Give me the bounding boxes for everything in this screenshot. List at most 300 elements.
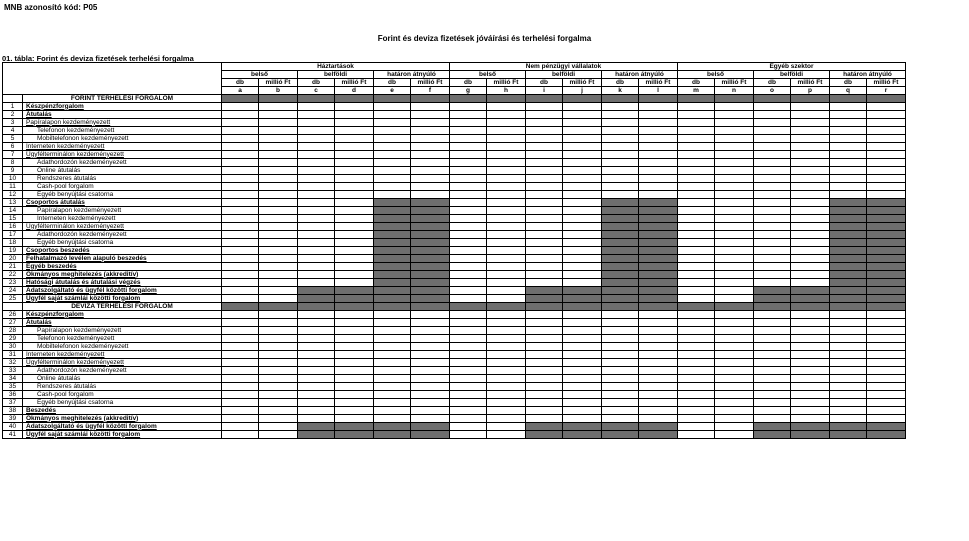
- data-cell[interactable]: [791, 143, 830, 151]
- data-cell[interactable]: [715, 423, 754, 431]
- data-cell[interactable]: [754, 183, 791, 191]
- data-cell[interactable]: [450, 135, 487, 143]
- data-cell[interactable]: [791, 247, 830, 255]
- data-cell[interactable]: [411, 375, 450, 383]
- data-cell[interactable]: [411, 311, 450, 319]
- data-cell[interactable]: [222, 263, 259, 271]
- data-cell[interactable]: [374, 143, 411, 151]
- data-cell[interactable]: [259, 279, 298, 287]
- data-cell[interactable]: [222, 335, 259, 343]
- data-cell[interactable]: [715, 103, 754, 111]
- data-cell[interactable]: [563, 351, 602, 359]
- data-cell[interactable]: [259, 143, 298, 151]
- data-cell[interactable]: [602, 311, 639, 319]
- data-cell[interactable]: [678, 351, 715, 359]
- data-cell[interactable]: [374, 151, 411, 159]
- data-cell[interactable]: [335, 399, 374, 407]
- data-cell[interactable]: [754, 159, 791, 167]
- data-cell[interactable]: [411, 415, 450, 423]
- data-cell[interactable]: [867, 111, 906, 119]
- data-cell[interactable]: [678, 295, 715, 303]
- data-cell[interactable]: [411, 151, 450, 159]
- data-cell[interactable]: [830, 183, 867, 191]
- data-cell[interactable]: [487, 407, 526, 415]
- data-cell[interactable]: [867, 319, 906, 327]
- data-cell[interactable]: [259, 167, 298, 175]
- data-cell[interactable]: [602, 111, 639, 119]
- data-cell[interactable]: [259, 383, 298, 391]
- data-cell[interactable]: [298, 151, 335, 159]
- data-cell[interactable]: [526, 271, 563, 279]
- data-cell[interactable]: [715, 191, 754, 199]
- data-cell[interactable]: [830, 143, 867, 151]
- data-cell[interactable]: [754, 383, 791, 391]
- data-cell[interactable]: [639, 151, 678, 159]
- data-cell[interactable]: [830, 359, 867, 367]
- data-cell[interactable]: [526, 399, 563, 407]
- data-cell[interactable]: [450, 127, 487, 135]
- data-cell[interactable]: [487, 383, 526, 391]
- data-cell[interactable]: [830, 311, 867, 319]
- data-cell[interactable]: [374, 327, 411, 335]
- data-cell[interactable]: [715, 223, 754, 231]
- data-cell[interactable]: [298, 111, 335, 119]
- data-cell[interactable]: [602, 319, 639, 327]
- data-cell[interactable]: [259, 271, 298, 279]
- data-cell[interactable]: [602, 351, 639, 359]
- data-cell[interactable]: [450, 311, 487, 319]
- data-cell[interactable]: [374, 135, 411, 143]
- data-cell[interactable]: [487, 263, 526, 271]
- data-cell[interactable]: [259, 319, 298, 327]
- data-cell[interactable]: [639, 135, 678, 143]
- data-cell[interactable]: [487, 143, 526, 151]
- data-cell[interactable]: [678, 415, 715, 423]
- data-cell[interactable]: [259, 263, 298, 271]
- data-cell[interactable]: [259, 255, 298, 263]
- data-cell[interactable]: [791, 127, 830, 135]
- data-cell[interactable]: [602, 383, 639, 391]
- data-cell[interactable]: [639, 159, 678, 167]
- data-cell[interactable]: [222, 351, 259, 359]
- data-cell[interactable]: [754, 191, 791, 199]
- data-cell[interactable]: [602, 191, 639, 199]
- data-cell[interactable]: [639, 175, 678, 183]
- data-cell[interactable]: [867, 311, 906, 319]
- data-cell[interactable]: [335, 143, 374, 151]
- data-cell[interactable]: [335, 367, 374, 375]
- data-cell[interactable]: [830, 159, 867, 167]
- data-cell[interactable]: [259, 159, 298, 167]
- data-cell[interactable]: [526, 327, 563, 335]
- data-cell[interactable]: [639, 103, 678, 111]
- data-cell[interactable]: [298, 407, 335, 415]
- data-cell[interactable]: [830, 375, 867, 383]
- data-cell[interactable]: [639, 167, 678, 175]
- data-cell[interactable]: [335, 167, 374, 175]
- data-cell[interactable]: [830, 367, 867, 375]
- data-cell[interactable]: [715, 327, 754, 335]
- data-cell[interactable]: [791, 159, 830, 167]
- data-cell[interactable]: [222, 207, 259, 215]
- data-cell[interactable]: [563, 335, 602, 343]
- data-cell[interactable]: [754, 167, 791, 175]
- data-cell[interactable]: [222, 119, 259, 127]
- data-cell[interactable]: [715, 279, 754, 287]
- data-cell[interactable]: [715, 127, 754, 135]
- data-cell[interactable]: [715, 351, 754, 359]
- data-cell[interactable]: [298, 271, 335, 279]
- data-cell[interactable]: [450, 415, 487, 423]
- data-cell[interactable]: [639, 383, 678, 391]
- data-cell[interactable]: [298, 191, 335, 199]
- data-cell[interactable]: [335, 175, 374, 183]
- data-cell[interactable]: [602, 127, 639, 135]
- data-cell[interactable]: [298, 415, 335, 423]
- data-cell[interactable]: [830, 175, 867, 183]
- data-cell[interactable]: [754, 231, 791, 239]
- data-cell[interactable]: [678, 167, 715, 175]
- data-cell[interactable]: [602, 151, 639, 159]
- data-cell[interactable]: [754, 239, 791, 247]
- data-cell[interactable]: [791, 399, 830, 407]
- data-cell[interactable]: [374, 351, 411, 359]
- data-cell[interactable]: [602, 335, 639, 343]
- data-cell[interactable]: [411, 383, 450, 391]
- data-cell[interactable]: [602, 375, 639, 383]
- data-cell[interactable]: [678, 271, 715, 279]
- data-cell[interactable]: [791, 319, 830, 327]
- data-cell[interactable]: [563, 199, 602, 207]
- data-cell[interactable]: [754, 207, 791, 215]
- data-cell[interactable]: [222, 407, 259, 415]
- data-cell[interactable]: [563, 367, 602, 375]
- data-cell[interactable]: [715, 375, 754, 383]
- data-cell[interactable]: [526, 319, 563, 327]
- data-cell[interactable]: [450, 391, 487, 399]
- data-cell[interactable]: [450, 343, 487, 351]
- data-cell[interactable]: [450, 255, 487, 263]
- data-cell[interactable]: [563, 135, 602, 143]
- data-cell[interactable]: [487, 175, 526, 183]
- data-cell[interactable]: [487, 399, 526, 407]
- data-cell[interactable]: [222, 231, 259, 239]
- data-cell[interactable]: [678, 407, 715, 415]
- data-cell[interactable]: [678, 127, 715, 135]
- data-cell[interactable]: [526, 351, 563, 359]
- data-cell[interactable]: [830, 391, 867, 399]
- data-cell[interactable]: [335, 375, 374, 383]
- data-cell[interactable]: [298, 103, 335, 111]
- data-cell[interactable]: [639, 327, 678, 335]
- data-cell[interactable]: [222, 255, 259, 263]
- data-cell[interactable]: [715, 167, 754, 175]
- data-cell[interactable]: [411, 103, 450, 111]
- data-cell[interactable]: [487, 295, 526, 303]
- data-cell[interactable]: [563, 391, 602, 399]
- data-cell[interactable]: [602, 143, 639, 151]
- data-cell[interactable]: [678, 343, 715, 351]
- data-cell[interactable]: [526, 167, 563, 175]
- data-cell[interactable]: [259, 103, 298, 111]
- data-cell[interactable]: [222, 343, 259, 351]
- data-cell[interactable]: [830, 191, 867, 199]
- data-cell[interactable]: [335, 263, 374, 271]
- data-cell[interactable]: [259, 327, 298, 335]
- data-cell[interactable]: [526, 215, 563, 223]
- data-cell[interactable]: [259, 223, 298, 231]
- data-cell[interactable]: [335, 343, 374, 351]
- data-cell[interactable]: [715, 367, 754, 375]
- data-cell[interactable]: [602, 359, 639, 367]
- data-cell[interactable]: [791, 279, 830, 287]
- data-cell[interactable]: [715, 255, 754, 263]
- data-cell[interactable]: [374, 343, 411, 351]
- data-cell[interactable]: [374, 191, 411, 199]
- data-cell[interactable]: [639, 335, 678, 343]
- data-cell[interactable]: [678, 399, 715, 407]
- data-cell[interactable]: [639, 399, 678, 407]
- data-cell[interactable]: [526, 359, 563, 367]
- data-cell[interactable]: [563, 159, 602, 167]
- data-cell[interactable]: [791, 119, 830, 127]
- data-cell[interactable]: [715, 399, 754, 407]
- data-cell[interactable]: [867, 103, 906, 111]
- data-cell[interactable]: [563, 279, 602, 287]
- data-cell[interactable]: [830, 351, 867, 359]
- data-cell[interactable]: [715, 239, 754, 247]
- data-cell[interactable]: [222, 391, 259, 399]
- data-cell[interactable]: [450, 143, 487, 151]
- data-cell[interactable]: [259, 287, 298, 295]
- data-cell[interactable]: [830, 327, 867, 335]
- data-cell[interactable]: [715, 247, 754, 255]
- data-cell[interactable]: [222, 375, 259, 383]
- data-cell[interactable]: [754, 399, 791, 407]
- data-cell[interactable]: [259, 431, 298, 439]
- data-cell[interactable]: [298, 175, 335, 183]
- data-cell[interactable]: [526, 335, 563, 343]
- data-cell[interactable]: [678, 231, 715, 239]
- data-cell[interactable]: [678, 367, 715, 375]
- data-cell[interactable]: [374, 415, 411, 423]
- data-cell[interactable]: [450, 239, 487, 247]
- data-cell[interactable]: [374, 103, 411, 111]
- data-cell[interactable]: [639, 359, 678, 367]
- data-cell[interactable]: [450, 247, 487, 255]
- data-cell[interactable]: [335, 335, 374, 343]
- data-cell[interactable]: [715, 319, 754, 327]
- data-cell[interactable]: [715, 215, 754, 223]
- data-cell[interactable]: [335, 191, 374, 199]
- data-cell[interactable]: [335, 231, 374, 239]
- data-cell[interactable]: [830, 111, 867, 119]
- data-cell[interactable]: [222, 399, 259, 407]
- data-cell[interactable]: [678, 359, 715, 367]
- data-cell[interactable]: [222, 111, 259, 119]
- data-cell[interactable]: [678, 383, 715, 391]
- data-cell[interactable]: [411, 407, 450, 415]
- data-cell[interactable]: [259, 391, 298, 399]
- data-cell[interactable]: [411, 351, 450, 359]
- data-cell[interactable]: [678, 151, 715, 159]
- data-cell[interactable]: [298, 263, 335, 271]
- data-cell[interactable]: [791, 231, 830, 239]
- data-cell[interactable]: [335, 391, 374, 399]
- data-cell[interactable]: [791, 263, 830, 271]
- data-cell[interactable]: [754, 103, 791, 111]
- data-cell[interactable]: [259, 399, 298, 407]
- data-cell[interactable]: [259, 111, 298, 119]
- data-cell[interactable]: [678, 247, 715, 255]
- data-cell[interactable]: [715, 415, 754, 423]
- data-cell[interactable]: [374, 407, 411, 415]
- data-cell[interactable]: [487, 207, 526, 215]
- data-cell[interactable]: [563, 239, 602, 247]
- data-cell[interactable]: [715, 111, 754, 119]
- data-cell[interactable]: [602, 119, 639, 127]
- data-cell[interactable]: [487, 223, 526, 231]
- data-cell[interactable]: [222, 143, 259, 151]
- data-cell[interactable]: [526, 119, 563, 127]
- data-cell[interactable]: [450, 271, 487, 279]
- data-cell[interactable]: [259, 375, 298, 383]
- data-cell[interactable]: [563, 167, 602, 175]
- data-cell[interactable]: [259, 415, 298, 423]
- data-cell[interactable]: [830, 151, 867, 159]
- data-cell[interactable]: [487, 103, 526, 111]
- data-cell[interactable]: [639, 367, 678, 375]
- data-cell[interactable]: [335, 327, 374, 335]
- data-cell[interactable]: [526, 103, 563, 111]
- data-cell[interactable]: [450, 191, 487, 199]
- data-cell[interactable]: [487, 247, 526, 255]
- data-cell[interactable]: [526, 207, 563, 215]
- data-cell[interactable]: [487, 287, 526, 295]
- data-cell[interactable]: [298, 207, 335, 215]
- data-cell[interactable]: [715, 431, 754, 439]
- data-cell[interactable]: [639, 375, 678, 383]
- data-cell[interactable]: [639, 127, 678, 135]
- data-cell[interactable]: [450, 175, 487, 183]
- data-cell[interactable]: [450, 119, 487, 127]
- data-cell[interactable]: [678, 191, 715, 199]
- data-cell[interactable]: [563, 183, 602, 191]
- data-cell[interactable]: [754, 351, 791, 359]
- data-cell[interactable]: [563, 407, 602, 415]
- data-cell[interactable]: [678, 335, 715, 343]
- data-cell[interactable]: [678, 199, 715, 207]
- data-cell[interactable]: [222, 239, 259, 247]
- data-cell[interactable]: [450, 327, 487, 335]
- data-cell[interactable]: [526, 239, 563, 247]
- data-cell[interactable]: [602, 103, 639, 111]
- data-cell[interactable]: [791, 367, 830, 375]
- data-cell[interactable]: [602, 183, 639, 191]
- data-cell[interactable]: [222, 103, 259, 111]
- data-cell[interactable]: [374, 159, 411, 167]
- data-cell[interactable]: [487, 431, 526, 439]
- data-cell[interactable]: [791, 351, 830, 359]
- data-cell[interactable]: [791, 255, 830, 263]
- data-cell[interactable]: [791, 311, 830, 319]
- data-cell[interactable]: [715, 383, 754, 391]
- data-cell[interactable]: [678, 391, 715, 399]
- data-cell[interactable]: [411, 391, 450, 399]
- data-cell[interactable]: [791, 223, 830, 231]
- data-cell[interactable]: [298, 231, 335, 239]
- data-cell[interactable]: [450, 103, 487, 111]
- data-cell[interactable]: [563, 343, 602, 351]
- data-cell[interactable]: [298, 359, 335, 367]
- data-cell[interactable]: [450, 215, 487, 223]
- data-cell[interactable]: [791, 167, 830, 175]
- data-cell[interactable]: [450, 407, 487, 415]
- data-cell[interactable]: [298, 247, 335, 255]
- data-cell[interactable]: [411, 175, 450, 183]
- data-cell[interactable]: [791, 183, 830, 191]
- data-cell[interactable]: [298, 311, 335, 319]
- data-cell[interactable]: [791, 407, 830, 415]
- data-cell[interactable]: [335, 271, 374, 279]
- data-cell[interactable]: [259, 175, 298, 183]
- data-cell[interactable]: [754, 119, 791, 127]
- data-cell[interactable]: [411, 319, 450, 327]
- data-cell[interactable]: [374, 367, 411, 375]
- data-cell[interactable]: [867, 343, 906, 351]
- data-cell[interactable]: [298, 255, 335, 263]
- data-cell[interactable]: [639, 407, 678, 415]
- data-cell[interactable]: [754, 263, 791, 271]
- data-cell[interactable]: [602, 391, 639, 399]
- data-cell[interactable]: [715, 343, 754, 351]
- data-cell[interactable]: [450, 367, 487, 375]
- data-cell[interactable]: [715, 359, 754, 367]
- data-cell[interactable]: [222, 367, 259, 375]
- data-cell[interactable]: [526, 151, 563, 159]
- data-cell[interactable]: [715, 335, 754, 343]
- data-cell[interactable]: [526, 183, 563, 191]
- data-cell[interactable]: [374, 183, 411, 191]
- data-cell[interactable]: [678, 111, 715, 119]
- data-cell[interactable]: [791, 199, 830, 207]
- data-cell[interactable]: [450, 287, 487, 295]
- data-cell[interactable]: [335, 183, 374, 191]
- data-cell[interactable]: [450, 159, 487, 167]
- data-cell[interactable]: [259, 239, 298, 247]
- data-cell[interactable]: [715, 287, 754, 295]
- data-cell[interactable]: [487, 231, 526, 239]
- data-cell[interactable]: [222, 295, 259, 303]
- data-cell[interactable]: [222, 183, 259, 191]
- data-cell[interactable]: [335, 279, 374, 287]
- data-cell[interactable]: [639, 191, 678, 199]
- data-cell[interactable]: [259, 367, 298, 375]
- data-cell[interactable]: [222, 191, 259, 199]
- data-cell[interactable]: [867, 167, 906, 175]
- data-cell[interactable]: [754, 359, 791, 367]
- data-cell[interactable]: [487, 375, 526, 383]
- data-cell[interactable]: [450, 295, 487, 303]
- data-cell[interactable]: [791, 375, 830, 383]
- data-cell[interactable]: [602, 159, 639, 167]
- data-cell[interactable]: [602, 135, 639, 143]
- data-cell[interactable]: [678, 183, 715, 191]
- data-cell[interactable]: [411, 143, 450, 151]
- data-cell[interactable]: [450, 151, 487, 159]
- data-cell[interactable]: [487, 367, 526, 375]
- data-cell[interactable]: [222, 431, 259, 439]
